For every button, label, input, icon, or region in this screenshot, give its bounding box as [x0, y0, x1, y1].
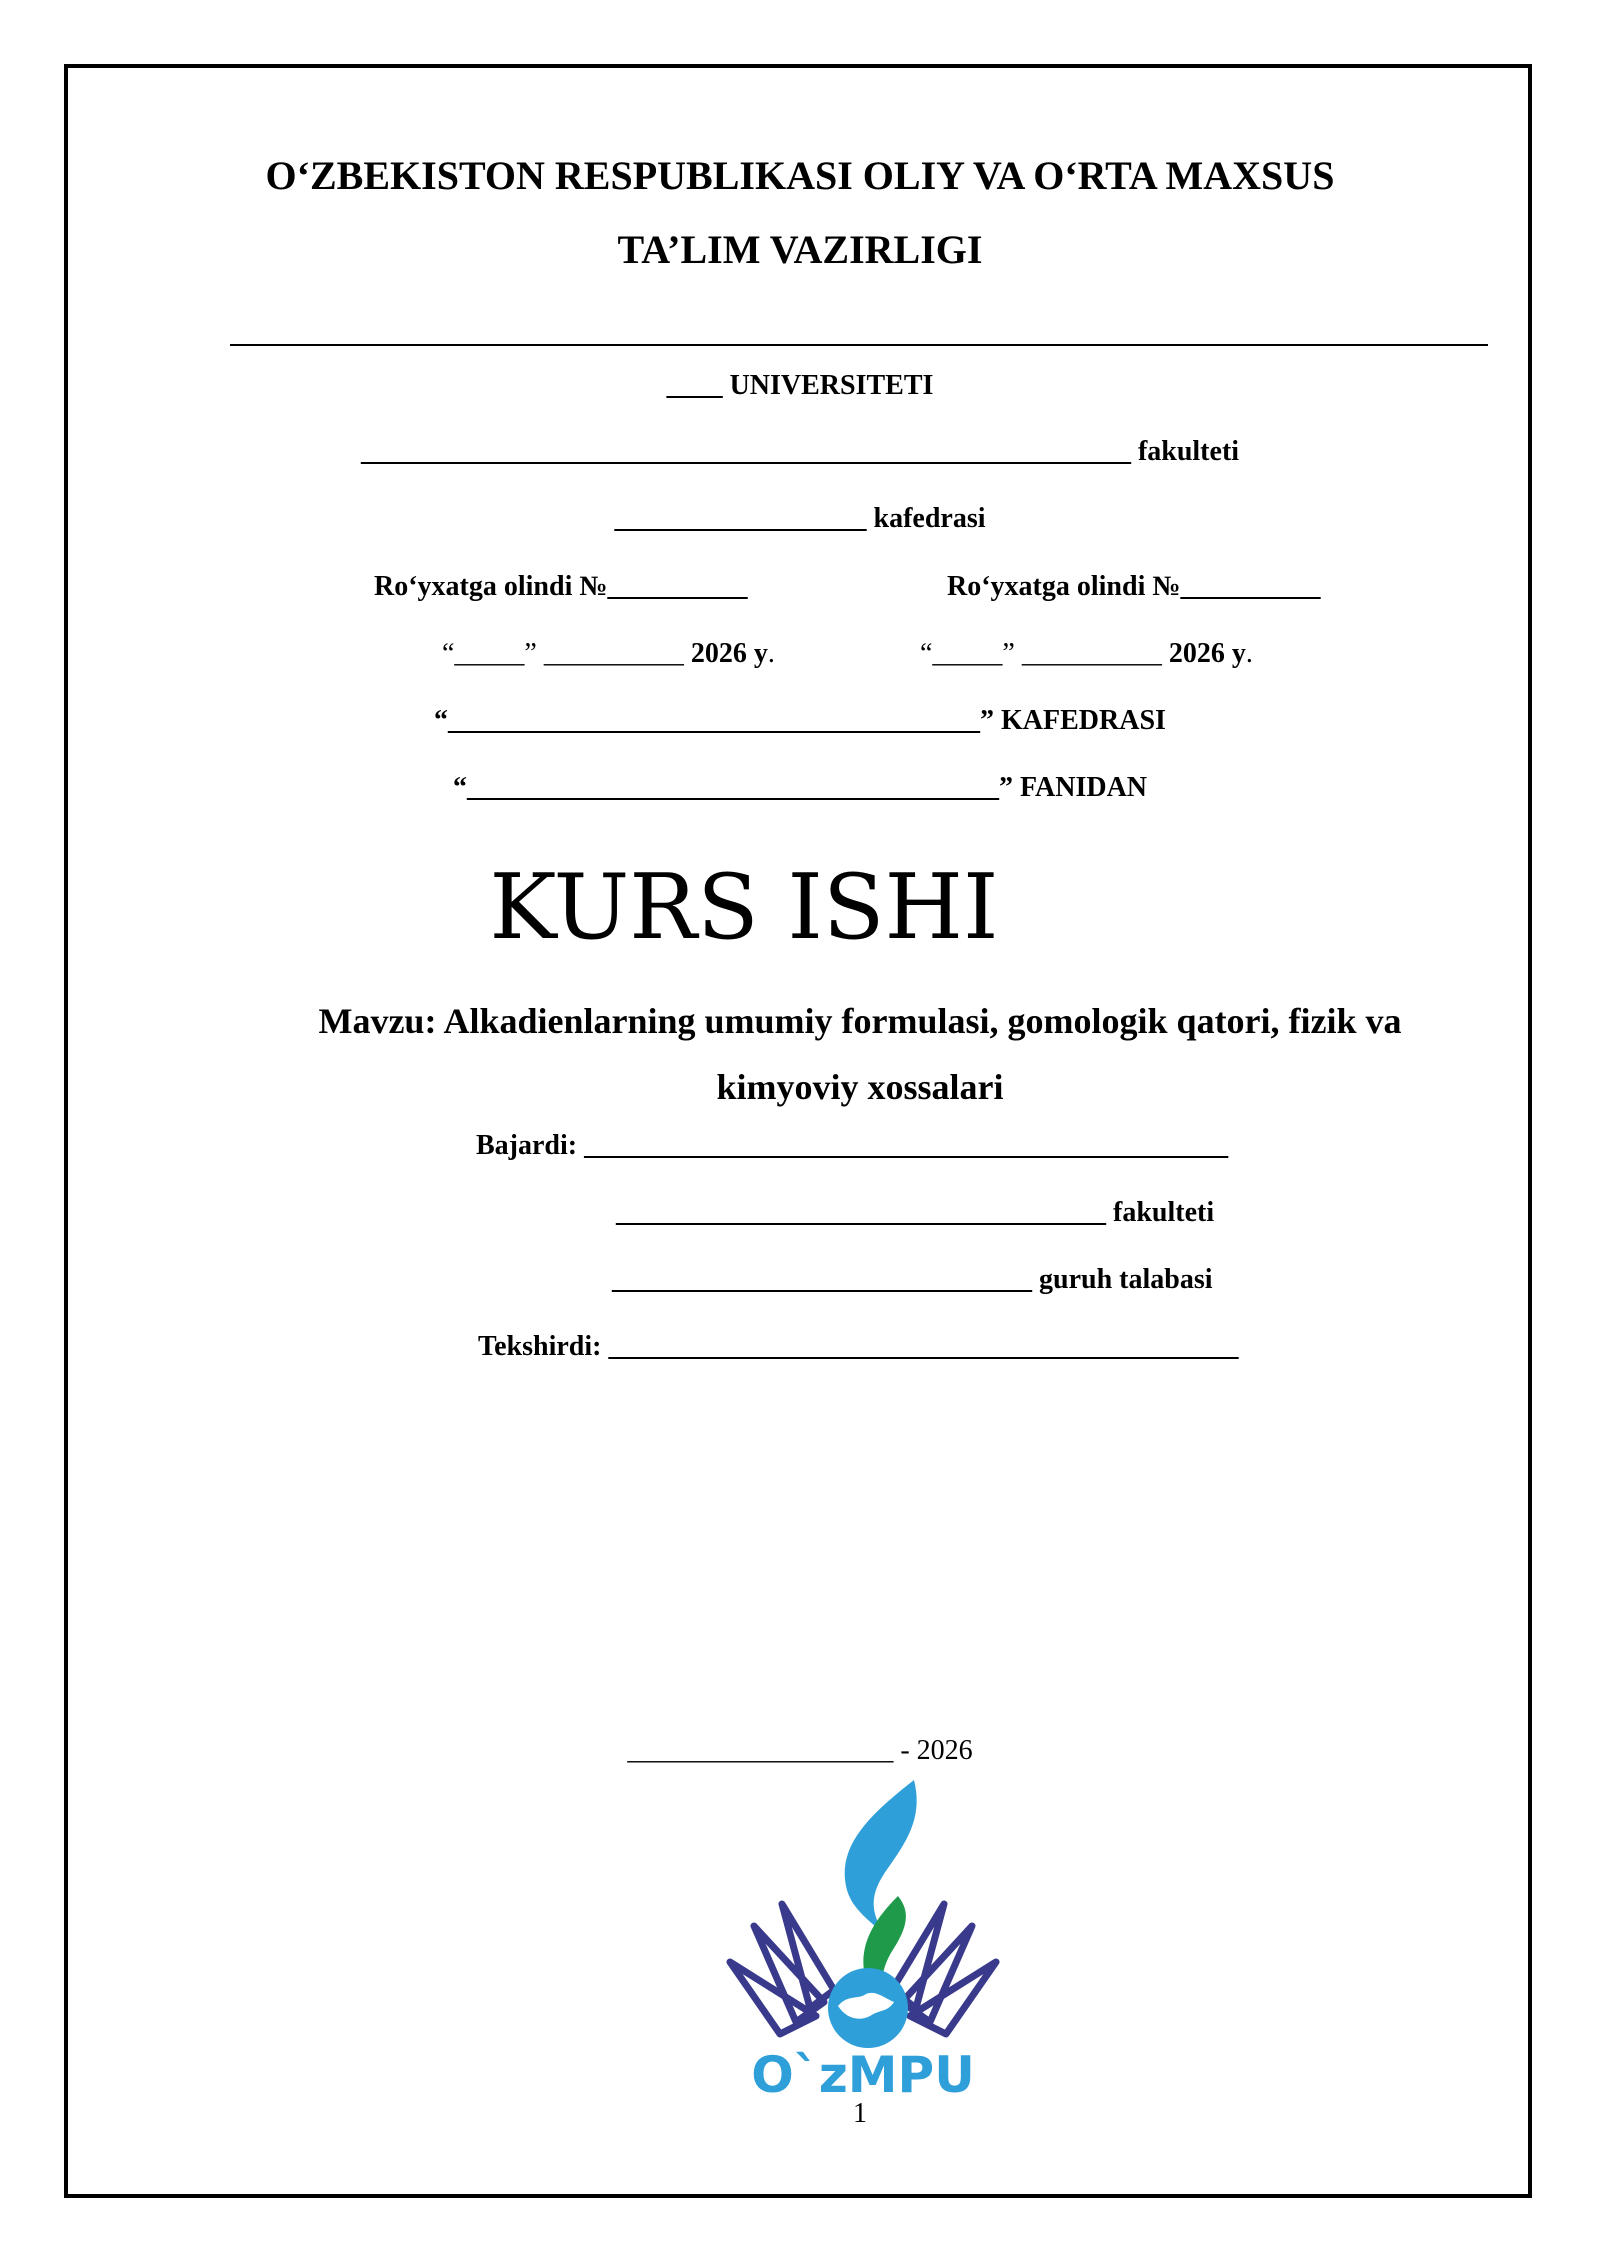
topic-line2: kimyoviy xossalari [716, 1067, 1004, 1107]
date-left-dot: . [767, 638, 775, 669]
date-left-year: 2026 y [690, 638, 768, 669]
student-group-field: ______________________________ guruh talabasi [612, 1264, 1213, 1295]
registration-date-right [920, 638, 1253, 670]
logo-wordmark: O`zMPU [751, 2046, 975, 2104]
page-number: 1 [853, 2098, 867, 2129]
date-right-dot: . [1245, 638, 1253, 669]
kafedra-line: “______________________________________” KAFEDRASI [434, 705, 1166, 736]
document-title: KURS ISHI [489, 855, 999, 960]
header-divider [230, 344, 1488, 346]
student-faculty-field: ___________________________________ fakulteti [616, 1197, 1215, 1228]
registration-left: Ro‘yxatga olindi №__________ [374, 571, 748, 602]
department-field: __________________ kafedrasi [614, 503, 986, 534]
fan-line: “______________________________________” FANIDAN [452, 772, 1148, 803]
topic-line1: Mavzu: Alkadienlarning umumiy formulasi, gomologik qatori, fizik va [318, 1001, 1402, 1041]
ministry-title-line1: O‘ZBEKISTON RESPUBLIKASI OLIY VA O‘RTA MAXSUS [265, 153, 1335, 198]
date-right-prefix: “_____” __________ [920, 638, 1169, 669]
date-left-prefix: “_____” __________ [442, 638, 691, 669]
city-year: ___________________ - 2026 [627, 1735, 973, 1766]
registration-right: Ro‘yxatga olindi №__________ [947, 571, 1321, 602]
checked-by-field: Tekshirdi: _____________________________________________ [478, 1331, 1239, 1362]
performed-by-field: Bajardi: ______________________________________________ [476, 1130, 1229, 1161]
ministry-title-line2: TA’LIM VAZIRLIGI [617, 227, 983, 272]
date-right-year: 2026 y [1168, 638, 1246, 669]
university-logo [718, 1776, 1008, 2106]
faculty-text: _______________________________________________________ fakulteti [360, 436, 1240, 467]
university-name: ____ UNIVERSITETI [666, 370, 934, 401]
faculty-field [0, 436, 1600, 468]
registration-date-left [442, 638, 775, 670]
